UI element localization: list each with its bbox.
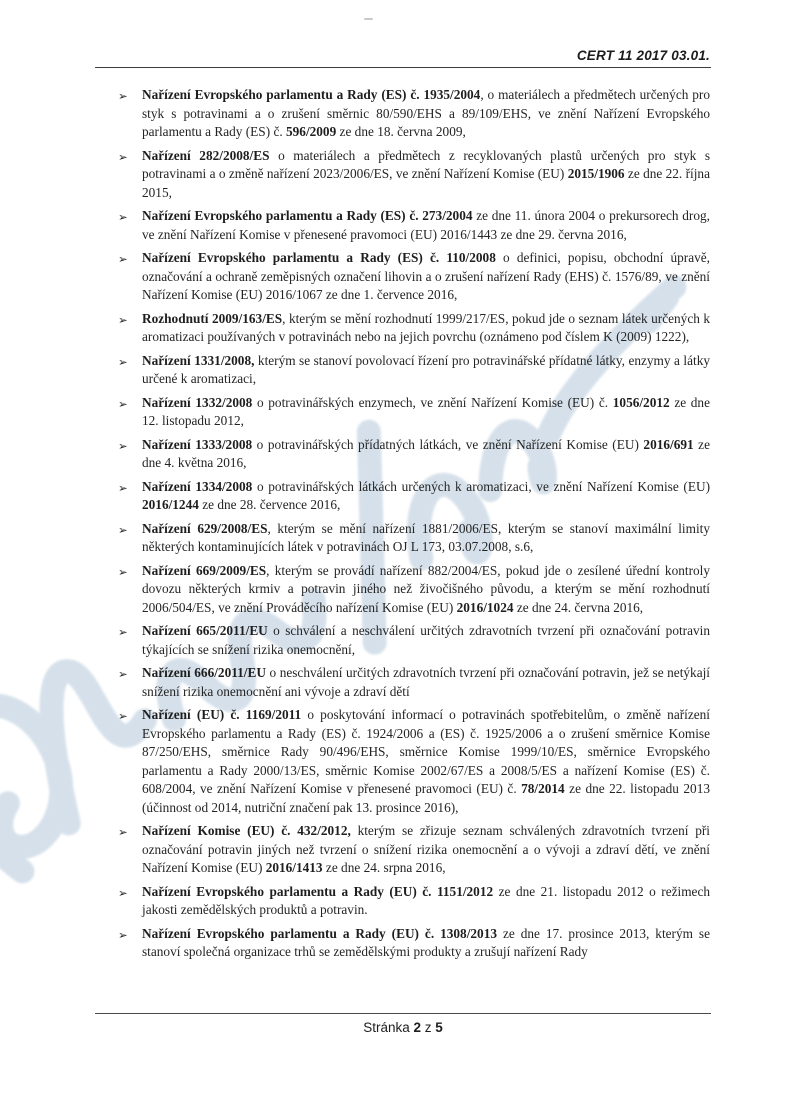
list-item [118,352,710,389]
list-item [118,520,710,557]
bullet-arrow-icon: ➢ [118,885,128,900]
bullet-arrow-icon: ➢ [118,625,128,639]
list-item-text: Nařízení 629/2008/ES, kterým se mění nařízení 1881/2006/ES, kterým se stanoví maximální limity některých kontaminujících látek v potravinách OJ L 173, 03.07.2008, s.6, [142,520,710,554]
bullet-arrow-icon: ➢ [118,709,128,723]
list-item [118,706,710,817]
bullet-arrow-icon: ➢ [118,210,128,224]
list-item-text: Rozhodnutí 2009/163/ES, kterým se mění rozhodnutí 1999/217/ES, pokud jde o seznam látek určených k aromatizaci používaných v potravinách nebo na jejich povrchu (oznámeno pod číslem K (2009) 1222), [142,310,710,344]
list-item [118,883,710,920]
list-item [118,147,710,203]
list-item [118,310,710,347]
bullet-arrow-icon: ➢ [118,480,128,495]
scan-artifact [364,18,373,20]
bullet-arrow-icon: ➢ [118,252,128,266]
bullet-arrow-icon: ➢ [118,438,128,453]
list-item [118,86,710,142]
list-item-text: Nařízení Komise (EU) č. 432/2012, kterým se zřizuje seznam schválených zdravotních tvrzení při označování potravin jiných než tvrzení o snížení rizika onemocnění a o vývoji a zdraví dětí, ve znění Nařízení Komise (EU) 2016/1413 ze dne 24. srpna 2016, [142,823,710,875]
bullet-arrow-icon: ➢ [118,312,128,327]
list-item [118,249,710,305]
footer-total-pages: 5 [435,1020,443,1035]
header-rule [95,67,711,68]
footer-page-label: Stránka [363,1020,410,1035]
bullet-arrow-icon: ➢ [118,564,128,579]
list-item [118,622,710,659]
list-item-text: Nařízení Evropského parlamentu a Rady (ES) č. 1935/2004, o materiálech a předmětech určených pro styk s potravinami a o zrušení směrnic 80/590/EHS a 89/109/EHS, ve znění Nařízení Evropského parlamentu a Rady (ES) č. 596/2009 ze dne 18. června 2009, [142,87,710,139]
list-item-text: Nařízení 282/2008/ES o materiálech a předmětech z recyklovaných plastů určených pro styk s potravinami a o změně nařízení 2023/2006/ES, ve znění Nařízení Komise (EU) 2015/1906 ze dne 22. října 2015, [142,147,710,200]
list-item [118,478,710,515]
bullet-arrow-icon: ➢ [118,667,128,681]
bullet-arrow-icon: ➢ [118,825,128,839]
footer-page-number: 2 [413,1020,421,1035]
header-doc-code: CERT 11 2017 03.01. [576,48,710,63]
list-item [118,207,710,244]
list-item-text: Nařízení (EU) č. 1169/2011 o poskytování informací o potravinách spotřebitelům, o změně nařízení Evropského parlamentu a Rady (ES) č. 1924/2006 a (ES) č. 1925/2006 a o zrušení směrnice Komise 87/250/EHS, směrnice Rady 90/496/EHS, směrnice Komise 1999/10/ES, směrnice Evropského parlamentu a Rady 2000/13/ES, směrnic Komise 2002/67/ES a 2008/5/ES a nařízení Komise (ES) č. 608/2004, ve znění Nařízení Komise v přenesené pravomoci (EU) č. 78/2014 ze dne 22. listopadu 2013 (účinnost od 2014, nutriční značení pak 13. prosince 2016), [142,707,711,815]
list-item-text: Nařízení Evropského parlamentu a Rady (ES) č. 110/2008 o definici, popisu, obchodní úpravě, označování a ochraně zeměpisných označení lihovin a o zrušení nařízení Rady (EHS) č. 1576/89, ve znění Nařízení Komise (EU) 2016/1067 ze dne 1. července 2016, [142,250,710,302]
list-item-text: Nařízení 1331/2008, kterým se stanoví povolovací řízení pro potravinářské přídatné látky, enzymy a látky určené k aromatizaci, [142,352,710,386]
footer-rule [95,1013,711,1014]
list-item-text: Nařízení 666/2011/EU o neschválení určitých zdravotních tvrzení při označování potravin, jež se netýkají snížení rizika onemocnění ani vývoje a zdraví dětí [142,665,710,699]
list-item [118,822,710,878]
list-item-text: Nařízení 1334/2008 o potravinářských látkách určených k aromatizaci, ve znění Nařízení Komise (EU) 2016/1244 ze dne 28. července 2016, [142,478,710,512]
list-item-text: Nařízení Evropského parlamentu a Rady (EU) č. 1151/2012 ze dne 21. listopadu 2012 o režimech jakosti zemědělských produktů a potravin. [142,883,710,917]
regulation-list [118,86,710,967]
list-item [118,925,710,962]
list-item-text: Nařízení Evropského parlamentu a Rady (ES) č. 273/2004 ze dne 11. února 2004 o prekursorech drog, ve znění Nařízení Komise v přenesené pravomoci (EU) 2016/1443 ze dne 29. června 2016, [142,208,710,242]
list-item [118,562,710,618]
page-footer [95,1020,711,1035]
list-item [118,436,710,473]
list-item [118,394,710,431]
list-item-text: Nařízení 1333/2008 o potravinářských přídatných látkách, ve znění Nařízení Komise (EU) 2016/691 ze dne 4. května 2016, [142,436,710,470]
bullet-arrow-icon: ➢ [118,927,128,942]
bullet-arrow-icon: ➢ [118,522,128,537]
list-item [118,664,710,701]
list-item-text: Nařízení 1332/2008 o potravinářských enzymech, ve znění Nařízení Komise (EU) č. 1056/2012 ze dne 12. listopadu 2012, [142,394,710,428]
bullet-arrow-icon: ➢ [118,149,128,164]
bullet-arrow-icon: ➢ [118,354,128,369]
list-item-text: Nařízení 665/2011/EU o schválení a neschválení určitých zdravotních tvrzení při označování potravin týkajících se snížení rizika onemocnění, [142,623,710,657]
bullet-arrow-icon: ➢ [118,396,128,411]
bullet-arrow-icon: ➢ [118,89,128,103]
list-item-text: Nařízení Evropského parlamentu a Rady (EU) č. 1308/2013 ze dne 17. prosince 2013, kterým se stanoví společná organizace trhů se zemědělskými produkty a zrušují nařízení Rady [142,925,710,959]
footer-separator: z [424,1020,432,1035]
list-item-text: Nařízení 669/2009/ES, kterým se provádí nařízení 882/2004/ES, pokud jde o zesílené úřední kontroly dovozu některých krmiv a potravin jiného než živočišného původu, a kterým se mění rozhodnutí 2006/504/ES, ve znění Prováděcího nařízení Komise (EU) 2016/1024 ze dne 24. června 2016, [142,562,710,615]
